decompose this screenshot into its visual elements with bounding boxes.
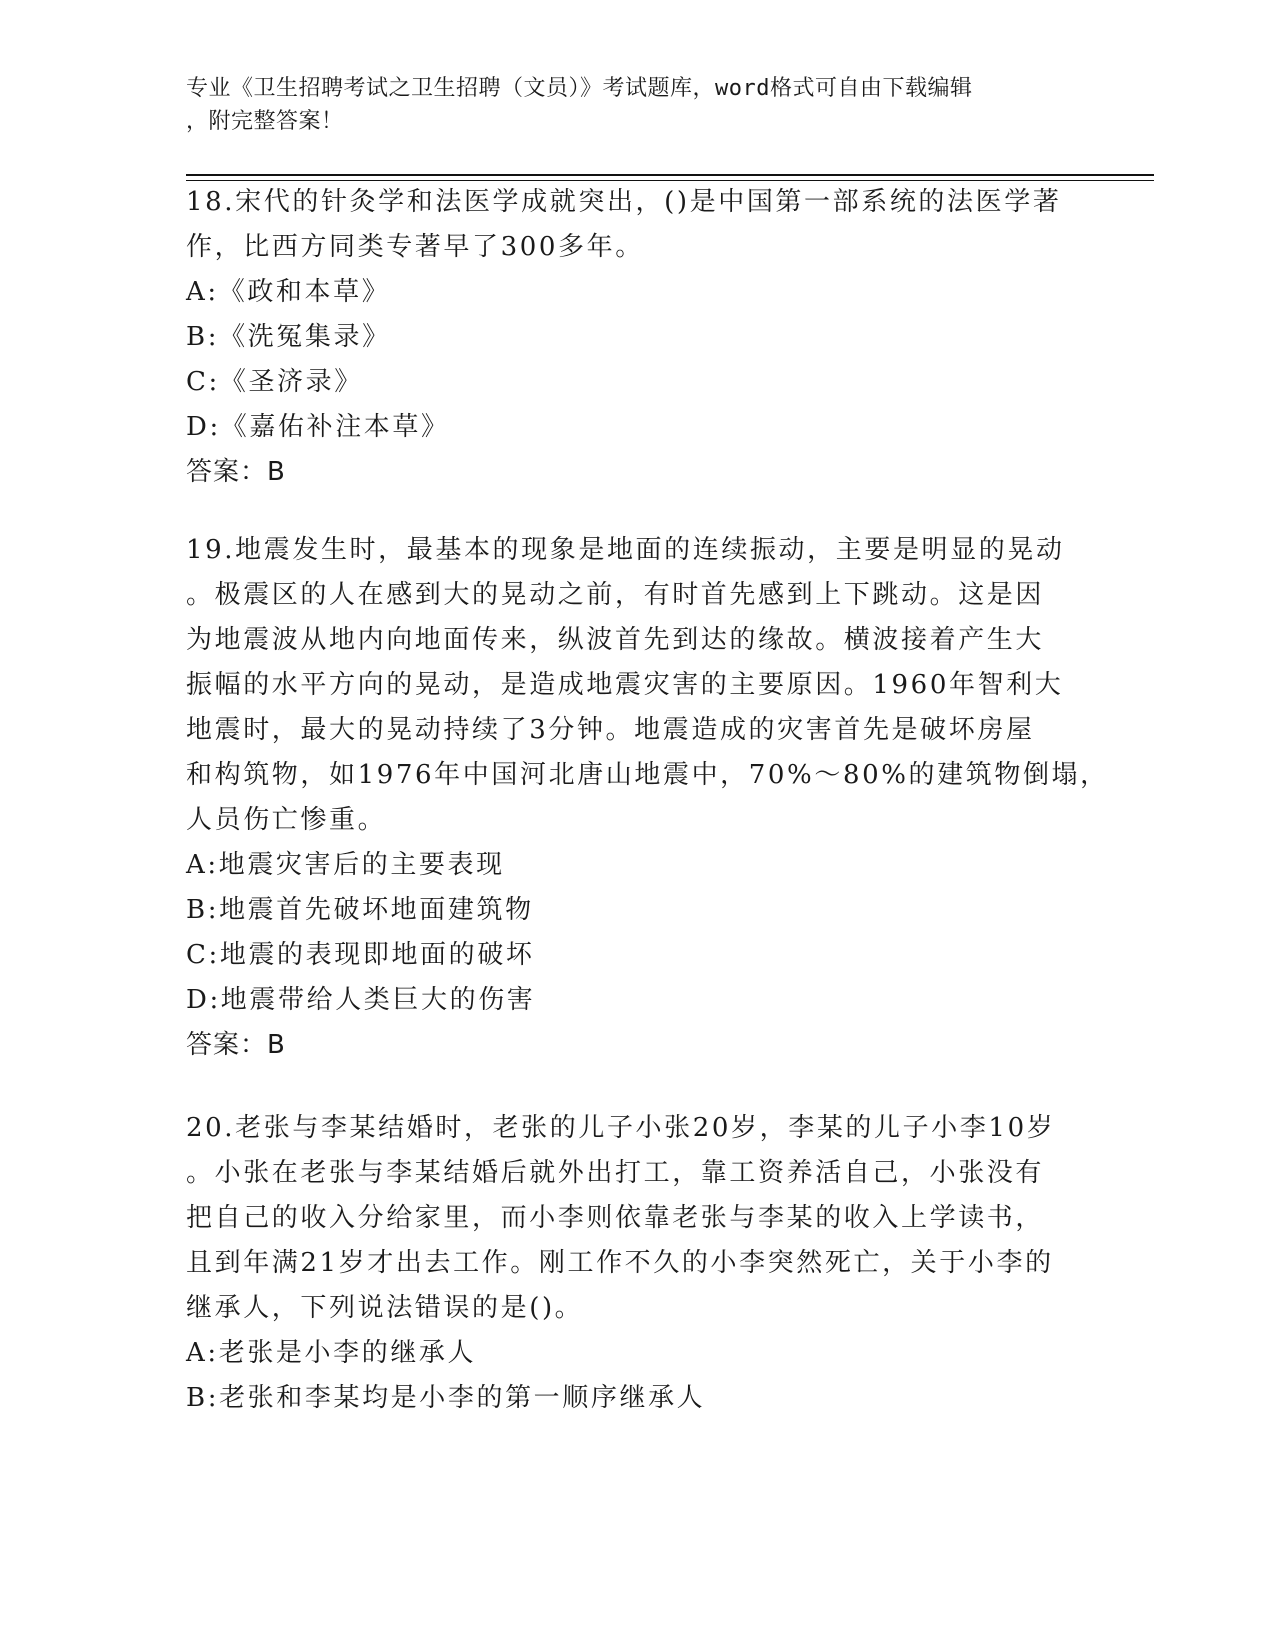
question-text-line: 20.老张与李某结婚时，老张的儿子小张20岁，李某的儿子小李10岁	[186, 1113, 1056, 1143]
option-c: C:地震的表现即地面的破坏	[186, 940, 535, 970]
question-19	[186, 528, 1109, 1068]
question-text-line: 。极震区的人在感到大的晃动之前，有时首先感到上下跳动。这是因	[186, 580, 1045, 610]
question-text-line: 为地震波从地内向地面传来，纵波首先到达的缘故。横波接着产生大	[186, 625, 1045, 655]
question-text-line: 18.宋代的针灸学和法医学成就突出，()是中国第一部系统的法医学著	[186, 187, 1062, 217]
question-text-line: 地震时，最大的晃动持续了3分钟。地震造成的灾害首先是破坏房屋	[186, 715, 1035, 745]
header-line: 专业《卫生招聘考试之卫生招聘（文员）》考试题库，word格式可自由下载编辑	[186, 76, 973, 101]
option-a: A:地震灾害后的主要表现	[186, 850, 505, 880]
question-text-line: 继承人，下列说法错误的是()。	[186, 1293, 584, 1323]
answer: 答案：B	[186, 457, 286, 487]
question-text-line: 振幅的水平方向的晃动，是造成地震灾害的主要原因。1960年智利大	[186, 670, 1064, 700]
question-text-line: 和构筑物，如1976年中国河北唐山地震中，70%～80%的建筑物倒塌，	[186, 760, 1109, 790]
option-b: B:老张和李某均是小李的第一顺序继承人	[186, 1383, 706, 1413]
header-divider	[186, 174, 1154, 176]
question-text-line: 且到年满21岁才出去工作。刚工作不久的小李突然死亡，关于小李的	[186, 1248, 1054, 1278]
option-b: B:地震首先破坏地面建筑物	[186, 895, 534, 925]
answer: 答案：B	[186, 1030, 286, 1060]
option-c: C:《圣济录》	[186, 367, 363, 397]
option-b: B:《洗冤集录》	[186, 322, 391, 352]
option-d: D:地震带给人类巨大的伤害	[186, 985, 536, 1015]
header-line: ，附完整答案！	[186, 109, 344, 134]
option-d: D:《嘉佑补注本草》	[186, 412, 450, 442]
question-18	[186, 180, 1086, 495]
question-text-line: 人员伤亡惨重。	[186, 805, 387, 835]
question-text-line: 19.地震发生时，最基本的现象是地面的连续振动，主要是明显的晃动	[186, 535, 1065, 565]
document-header	[186, 72, 1066, 138]
question-text-line: 作，比西方同类专著早了300多年。	[186, 232, 644, 262]
option-a: A:老张是小李的继承人	[186, 1338, 477, 1368]
question-text-line: 把自己的收入分给家里，而小李则依靠老张与李某的收入上学读书，	[186, 1203, 1045, 1233]
question-text-line: 。小张在老张与李某结婚后就外出打工，靠工资养活自己，小张没有	[186, 1158, 1045, 1188]
question-20	[186, 1106, 1086, 1421]
option-a: A:《政和本草》	[186, 277, 391, 307]
